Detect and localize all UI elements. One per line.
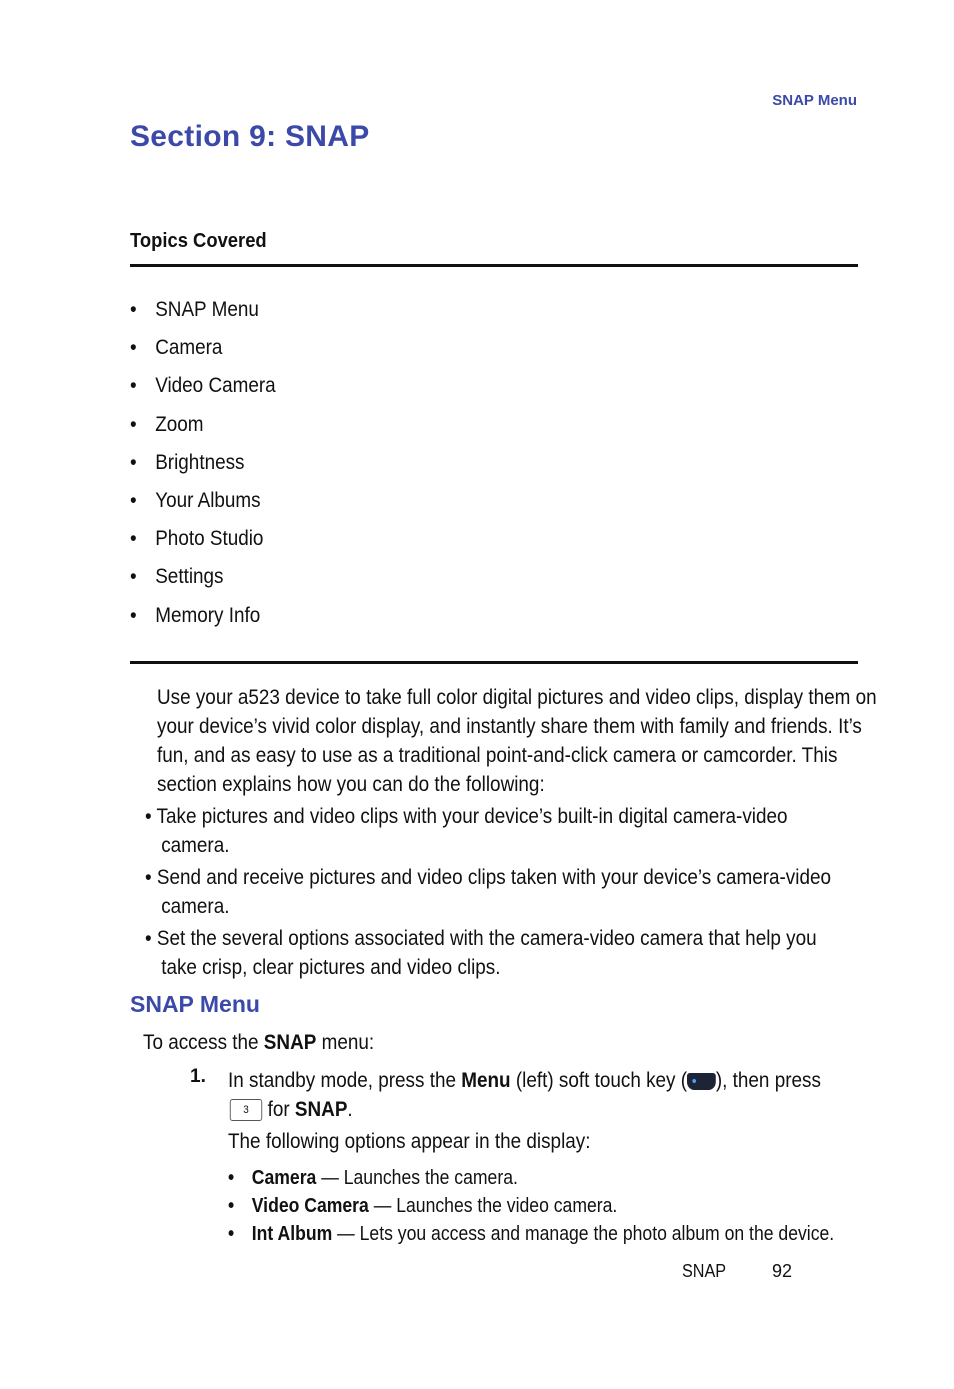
following-text: The following options appear in the display: bbox=[228, 1130, 591, 1153]
intro-line: Use your a523 device to take full color digital pictures and video clips, display them on bbox=[157, 686, 877, 709]
options-list bbox=[228, 1164, 917, 1248]
step-number: 1. bbox=[190, 1066, 206, 1087]
list-item: • Take pictures and video clips with your device’s built-in digital camera-video camera. bbox=[145, 805, 788, 857]
snap-menu-heading: SNAP Menu bbox=[130, 991, 260, 1017]
list-item: • Send and receive pictures and video clips taken with your device’s camera-video camera. bbox=[145, 866, 831, 918]
list-item: • Your Albums bbox=[130, 488, 261, 512]
list-item: • Zoom bbox=[130, 412, 204, 436]
list-item: • Camera bbox=[130, 336, 223, 360]
key-3-icon: 3 bbox=[230, 1099, 262, 1121]
top-divider bbox=[130, 264, 858, 267]
topics-heading: Topics Covered bbox=[130, 230, 267, 252]
running-header: SNAP Menu bbox=[772, 92, 857, 109]
section-title: Section 9: SNAP bbox=[130, 120, 370, 153]
list-item: • Int Album — Lets you access and manage the photo album on the device. bbox=[228, 1223, 835, 1245]
list-item: • Video Camera — Launches the video camera. bbox=[228, 1195, 618, 1217]
intro-bullets bbox=[145, 802, 907, 982]
intro-paragraph bbox=[157, 683, 954, 799]
step-text: In standby mode, press the Menu (left) soft touch key ( ), then press 3 for SNAP. bbox=[228, 1069, 821, 1121]
left-soft-key-icon bbox=[687, 1073, 716, 1090]
list-item: • Settings bbox=[130, 565, 224, 589]
list-item: • Video Camera bbox=[130, 374, 276, 398]
list-item: • Memory Info bbox=[130, 603, 261, 627]
access-instruction: To access the SNAP menu: bbox=[143, 1031, 375, 1054]
intro-line: your device’s vivid color display, and instantly share them with family and friends. It’s bbox=[157, 715, 862, 738]
list-item: • Brightness bbox=[130, 450, 245, 474]
page-number: 92 bbox=[772, 1261, 793, 1281]
list-item: • Photo Studio bbox=[130, 527, 264, 551]
footer-label: SNAP bbox=[682, 1261, 727, 1281]
intro-line: fun, and as easy to use as a traditional point-and-click camera or camcorder. This bbox=[157, 744, 838, 767]
list-item: • SNAP Menu bbox=[130, 298, 259, 321]
list-item: • Set the several options associated with the camera-video camera that help you take crisp, clear pictures and video clips. bbox=[145, 927, 817, 979]
list-item: • Camera — Launches the camera. bbox=[228, 1167, 518, 1189]
intro-line: section explains how you can do the following: bbox=[157, 773, 545, 796]
topics-list bbox=[130, 291, 292, 635]
bottom-divider bbox=[130, 661, 858, 664]
